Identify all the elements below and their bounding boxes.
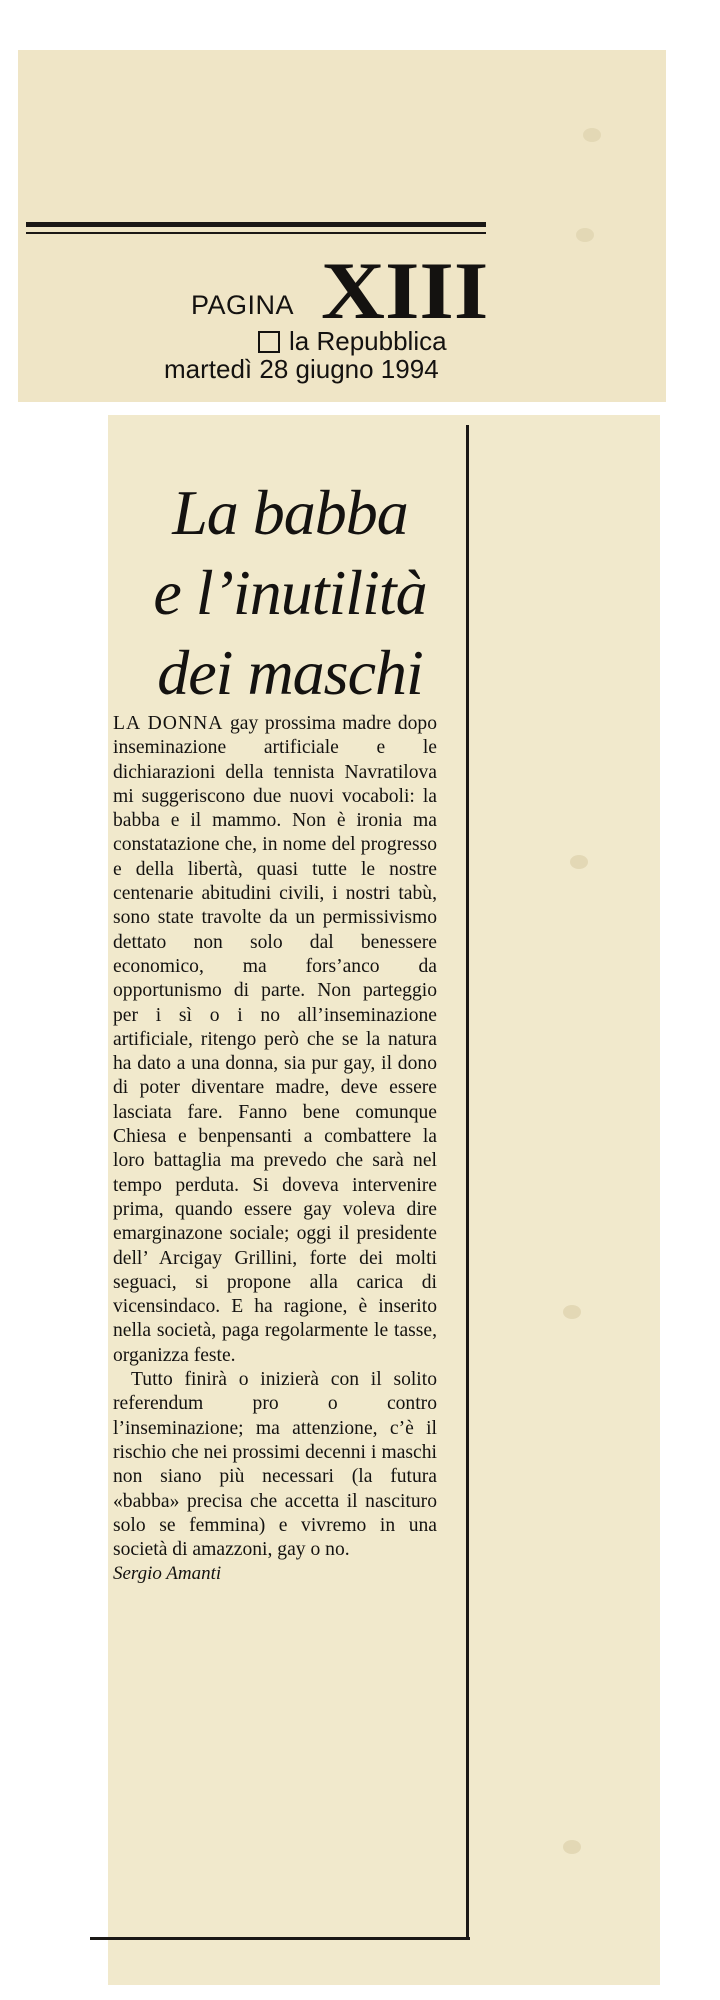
headline-line: dei maschi xyxy=(157,637,423,708)
headline-line: e l’inutilità xyxy=(153,557,427,628)
header-rule-thin xyxy=(26,232,486,234)
paper-stain xyxy=(583,128,601,142)
article-paragraph xyxy=(113,712,437,1368)
column-rule-bottom xyxy=(90,1937,470,1940)
article-paragraph: Tutto finirà o inizierà con il solito referendum pro o contro l’inseminazione; ma attenzione, c’è il rischio che nei prossimi decenni i maschi non siano più necessari (la futura «babba» precisa che accetta il nascituro solo se femmina) e vivremo in una società di amazzoni, gay o no. xyxy=(113,1369,437,1561)
pagina-number: XIII xyxy=(321,245,489,336)
paper-stain xyxy=(570,855,588,869)
article-clipping xyxy=(108,415,660,1985)
header-clipping xyxy=(18,50,666,402)
newspaper-line xyxy=(258,326,447,357)
paper-stain xyxy=(563,1305,581,1319)
paper-stain xyxy=(576,228,594,242)
paper-stain xyxy=(563,1840,581,1854)
header-rule-thick xyxy=(26,222,486,227)
article-headline xyxy=(130,473,450,713)
publication-date: martedì 28 giugno 1994 xyxy=(164,354,439,384)
column-rule-vertical xyxy=(466,425,469,1940)
lead-words: LA DONNA xyxy=(113,713,224,734)
headline-line: La babba xyxy=(172,477,408,548)
newspaper-name: la Repubblica xyxy=(289,326,447,356)
paragraph-text: gay prossima madre dopo inseminazione artificiale e le dichiarazioni della tennista Navratilova mi suggeriscono due nuovi vocaboli: la babba e il mammo. Non è ironia ma constatazione che, in nome del progresso e della libertà, quasi tutte le nostre centenarie abitudini civili, i nostri tabù, sono state travolte da un permissivismo dettato non solo dal benessere economico, ma fors’anco da opportunismo di parte. Non parteggio per i sì o i no all’inseminazione artificiale, ritengo però che se la natura ha dato a una donna, sia pur gay, il dono di poter diventare madre, deve essere lasciata fare. Fanno bene comunque Chiesa e benpensanti a combattere la loro battaglia ma prevedo che sarà nel tempo perduta. Si doveva intervenire prima, quando essere gay voleva dire emarginazone sociale; oggi il presidente dell’ Arcigay Grillini, forte dei molti seguaci, si propone alla carica di vicensindaco. E ha ragione, è inserito nella società, paga regolarmente le tasse, organizza feste. xyxy=(113,713,438,1366)
author-signature: Sergio Amanti xyxy=(113,1563,222,1585)
pagina-label: PAGINA xyxy=(191,290,295,320)
square-outline-icon xyxy=(258,331,280,353)
article-body xyxy=(113,712,437,1587)
